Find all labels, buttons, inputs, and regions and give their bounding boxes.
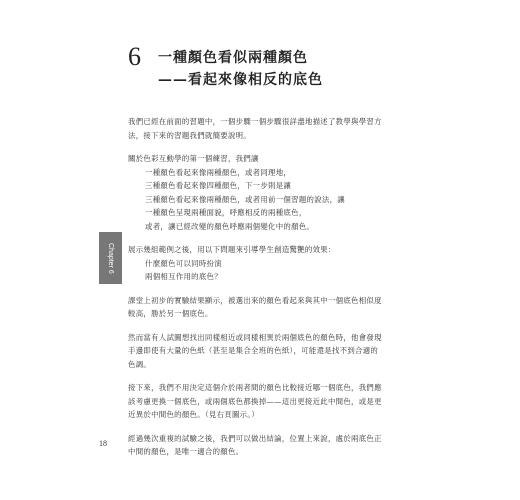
paragraph [128, 381, 398, 422]
chapter-number: 6 [128, 42, 141, 71]
text-line: 中間的顏色，是唯一適合的顏色。 [128, 447, 244, 456]
chapter-side-tab-label: Chapter 6 [107, 242, 114, 274]
paragraph [128, 152, 398, 233]
text-line: 經過幾次重複的試驗之後，我們可以做出結論，位置上來說，處於兩底色正 [128, 433, 382, 443]
text-line: 該考慮更換一個底色，或兩個底色都換掉——這出更接近此中間色，或是更 [128, 396, 382, 406]
text-line: 近異於中間色的顏色。（見右頁圖示。） [128, 410, 260, 419]
text-line: 展示幾組範例之後，用以下問題來引導學生創造驚艷的效果： [128, 245, 336, 254]
text-line: 兩個相互作用的底色？ [145, 272, 222, 281]
text-line: 一種顏色看起來像兩種顏色，或者同理地， [145, 167, 292, 177]
text-line: 接下來，我們不用決定這個介於兩者間的顏色比較接近哪一個底色，我們應 [128, 383, 382, 392]
chapter-side-tab [99, 232, 122, 284]
text-line: 我們已經在前面的習題中，一個步驟一個步驟很詳盡地描述了教學與學習方 [128, 117, 382, 126]
text-line: 三種顏色看起來像四種顏色，下一步則是讓 [145, 181, 292, 190]
text-line: 課堂上初步的實驗結果顯示，被選出來的顏色看起來與其中一個底色相似度 [128, 295, 382, 305]
paragraph [128, 432, 398, 459]
text-line: 法，接下來的習題我們就簡要說明。 [128, 130, 252, 140]
text-line: 手邊即使有大量的色紙（甚至是集合全班的色紙），可能還是找不到合適的 [128, 346, 379, 355]
text-line: 然而當有人試圖想找出同樣相近或同樣相異於兩個底色的顏色時，他會發現 [128, 332, 382, 342]
chapter-title-line2: ——看起來像相反的底色 [158, 72, 323, 88]
text-line: 色調。 [128, 359, 152, 369]
text-line: 什麼顏色可以同時扮演 [145, 258, 222, 268]
text-line: 或者，讓已經改變的顏色呼應兩個變化中的顏色。 [145, 221, 315, 231]
text-line: 三種顏色看起來像兩種顏色，或者用前一個習題的說法，讓 [145, 194, 345, 204]
paragraph [128, 331, 398, 372]
paragraph [128, 294, 398, 321]
paragraph [128, 115, 398, 142]
text-line: 一種顏色呈現兩種面貌，呼應相反的兩種底色， [145, 208, 307, 217]
body-text [128, 115, 398, 469]
chapter-title-line1: 一種顏色看似兩種顏色 [158, 50, 308, 66]
text-line: 關於色彩互動學的第一個練習，我們讓 [128, 154, 259, 163]
text-line: 較高，勝於另一個底色。 [128, 309, 213, 318]
paragraph [128, 243, 398, 284]
page-number: 18 [99, 439, 107, 448]
